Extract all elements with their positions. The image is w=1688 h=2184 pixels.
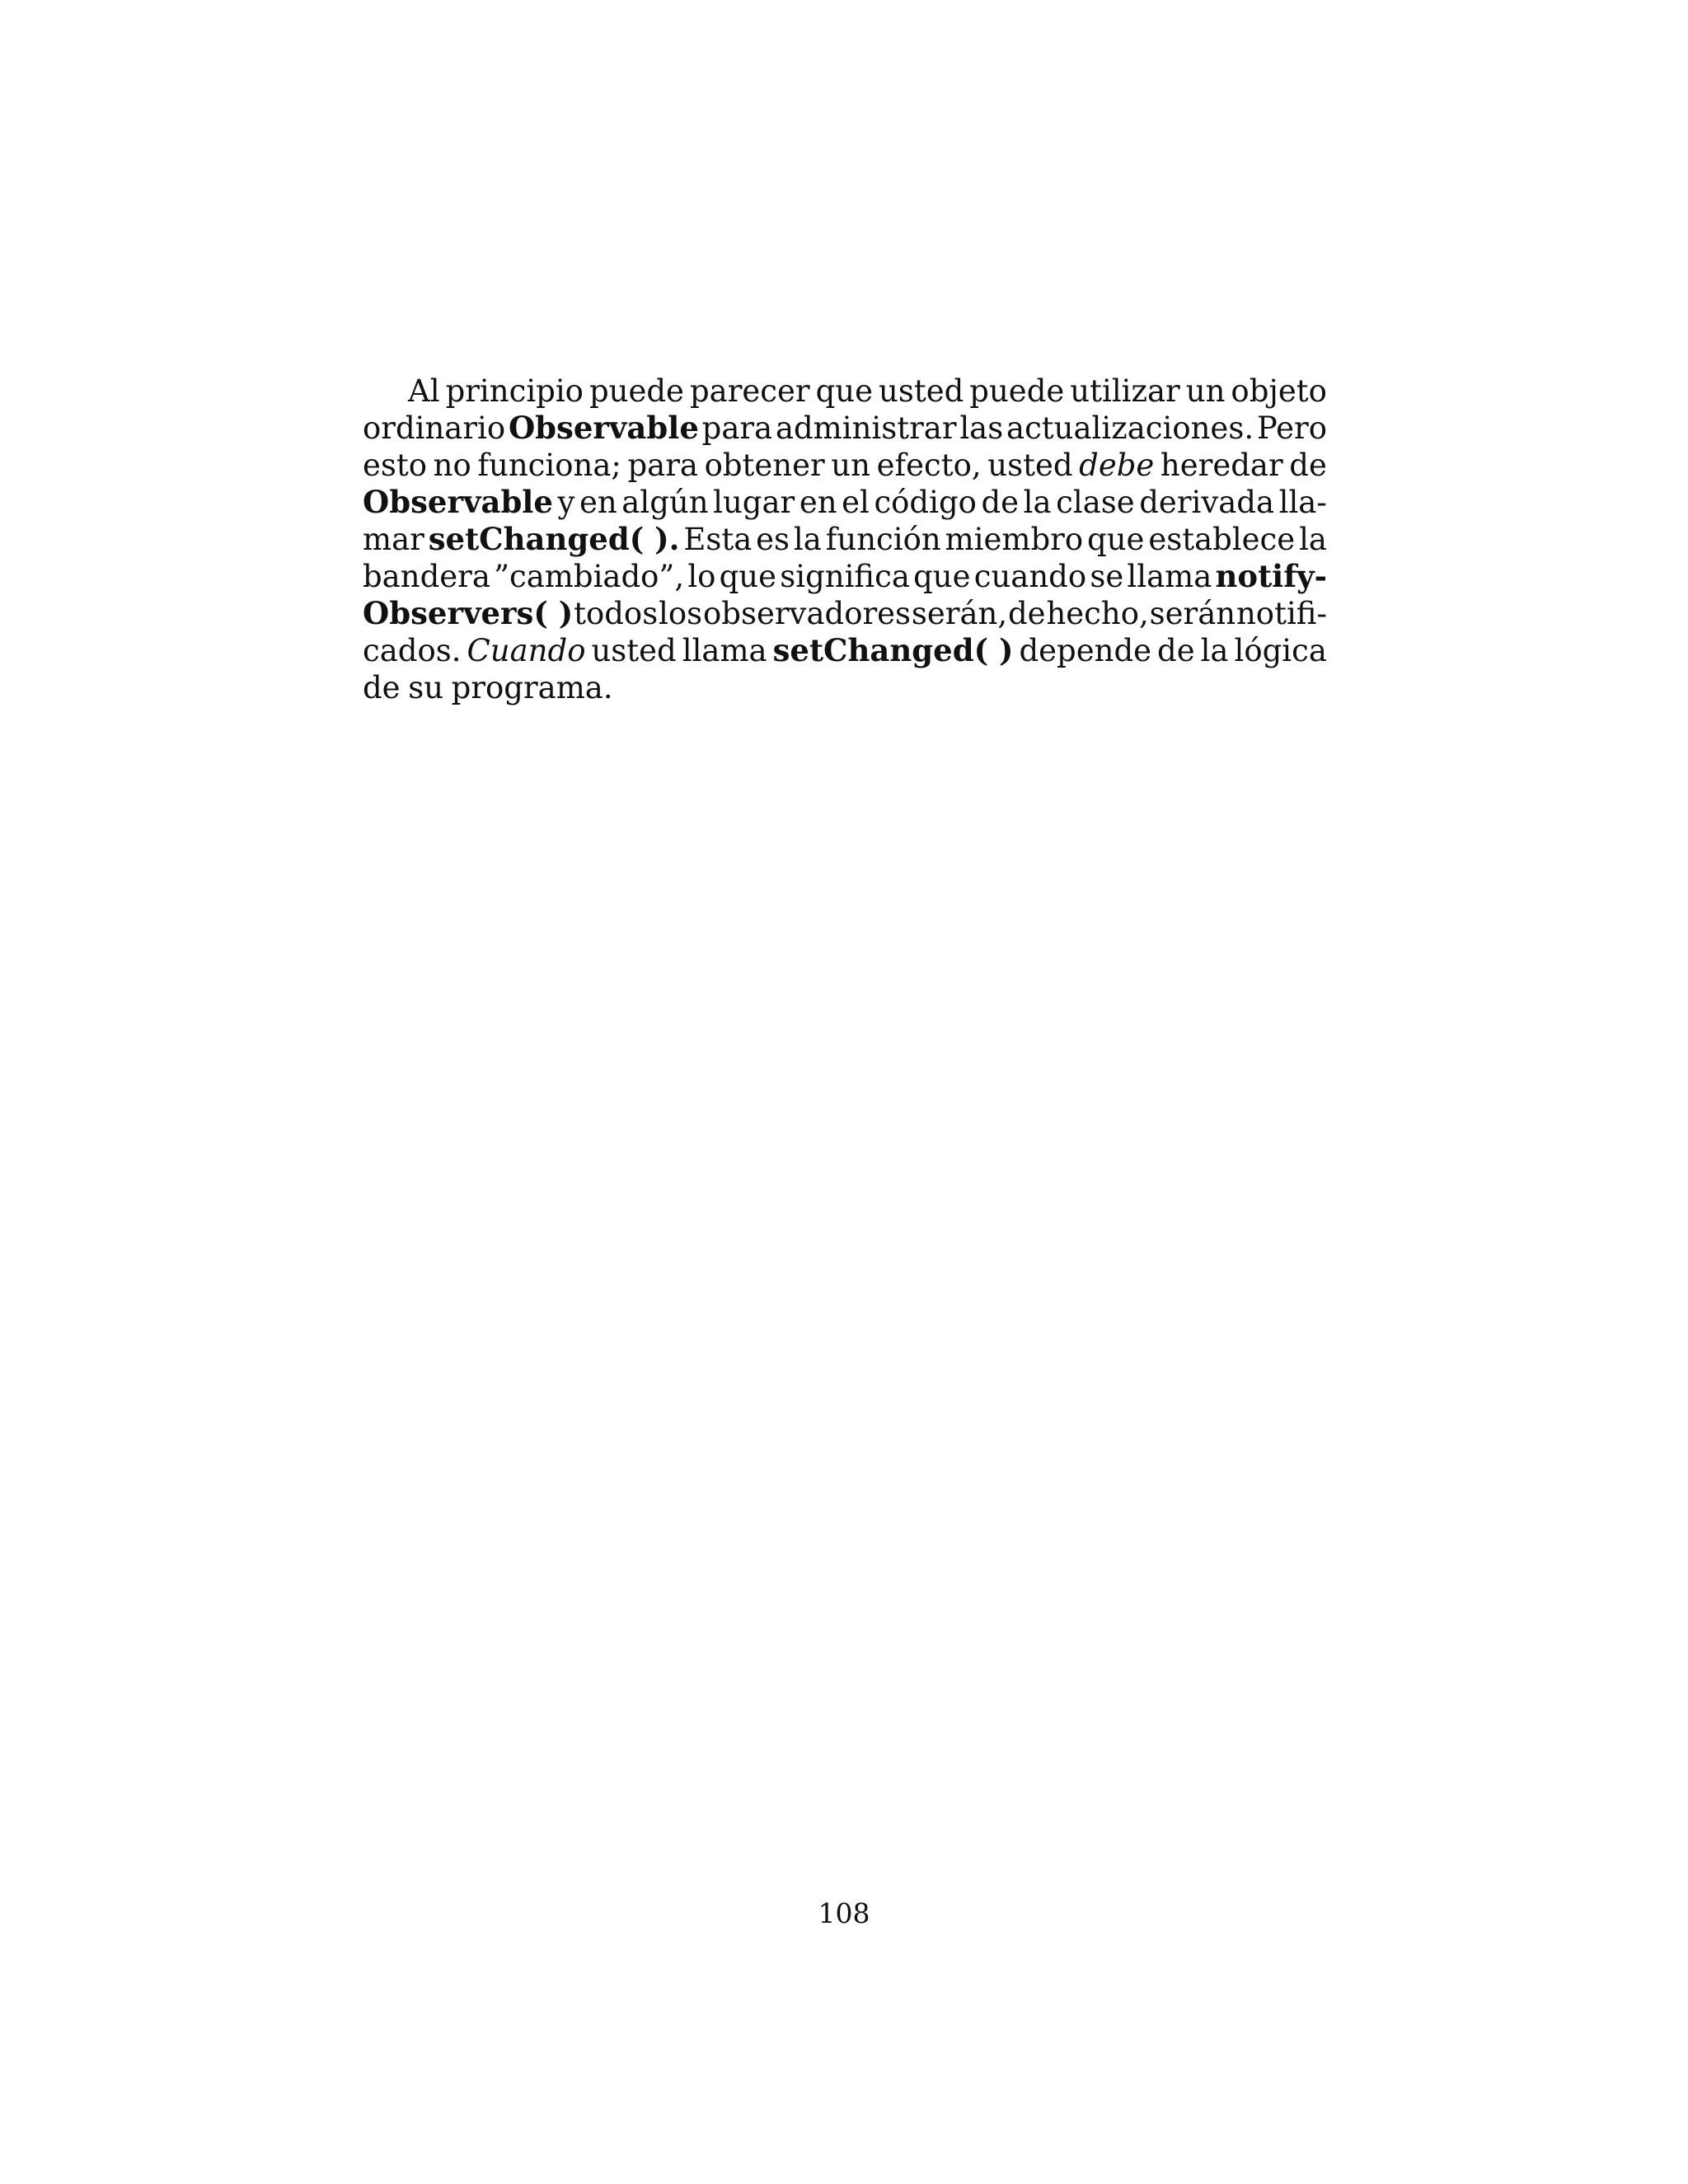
word: ”cambiado”, xyxy=(494,559,685,594)
bold-term: notify- xyxy=(1215,558,1327,594)
word: de xyxy=(1008,596,1046,631)
bold-term: Observable xyxy=(363,484,553,520)
word: puede xyxy=(969,373,1065,409)
word: serán xyxy=(1149,596,1236,631)
word: cuando xyxy=(973,559,1087,594)
word: la xyxy=(793,522,822,557)
body-paragraph xyxy=(363,373,1327,706)
word: esto xyxy=(363,448,428,483)
word: parecer xyxy=(689,373,810,409)
text-line xyxy=(363,373,1327,410)
word: administrar xyxy=(775,410,957,446)
word: Al xyxy=(408,373,440,409)
word: heredar xyxy=(1160,448,1283,483)
word: Esta xyxy=(683,522,753,557)
bold-term: setChanged( ) xyxy=(772,632,1014,668)
word: en xyxy=(799,485,837,520)
word: clase xyxy=(1056,485,1135,520)
word: un xyxy=(1185,373,1226,409)
text-line xyxy=(363,558,1327,595)
word: de xyxy=(1157,633,1195,668)
word: que xyxy=(1087,522,1145,557)
word: bandera xyxy=(363,559,490,594)
word: algún xyxy=(621,485,709,520)
word: efecto, xyxy=(876,448,982,483)
word: programa. xyxy=(451,670,613,705)
text-line xyxy=(363,410,1327,447)
word: para xyxy=(627,448,698,483)
word: significa xyxy=(780,559,910,594)
word: lógica xyxy=(1234,633,1327,668)
word: de xyxy=(1289,448,1327,483)
word: su xyxy=(408,670,444,705)
word: observadores xyxy=(703,596,912,631)
word: llama xyxy=(682,633,767,668)
word: obtener xyxy=(704,448,825,483)
word: función xyxy=(825,522,941,557)
word: depende xyxy=(1019,633,1152,668)
word: lo xyxy=(687,559,716,594)
word: las xyxy=(959,410,1004,446)
page-number: 108 xyxy=(818,1897,870,1929)
word: llama xyxy=(1127,559,1212,594)
word: puede xyxy=(588,373,684,409)
word: los xyxy=(659,596,703,631)
bold-term: setChanged( ). xyxy=(428,521,680,557)
text-line xyxy=(363,595,1327,632)
word: de xyxy=(363,670,401,705)
word: ordinario xyxy=(363,410,506,446)
italic-word: Cuando xyxy=(467,633,586,668)
word: notifi- xyxy=(1236,596,1327,631)
word: establece xyxy=(1148,522,1296,557)
text-line xyxy=(363,447,1327,484)
word: serán, xyxy=(911,596,1008,631)
word: lugar xyxy=(713,485,795,520)
text-line xyxy=(363,484,1327,521)
italic-word: debe xyxy=(1079,448,1155,483)
word: cados. xyxy=(363,633,462,668)
word: usted xyxy=(987,448,1073,483)
bold-term: Observers( ) xyxy=(363,595,574,631)
bold-term: Observable xyxy=(508,410,699,446)
word: el xyxy=(842,485,870,520)
word: lla- xyxy=(1278,485,1327,520)
word: mar xyxy=(363,522,424,557)
word: un xyxy=(831,448,870,483)
word: que xyxy=(913,559,971,594)
word: en xyxy=(579,485,617,520)
word: usted xyxy=(591,633,677,668)
word: de xyxy=(981,485,1020,520)
word: todos xyxy=(574,596,659,631)
word: que xyxy=(719,559,777,594)
word: derivada xyxy=(1139,485,1275,520)
word: se xyxy=(1090,559,1124,594)
word: Pero xyxy=(1256,410,1327,446)
word: la xyxy=(1299,522,1327,557)
text-line xyxy=(363,669,1327,706)
word: para xyxy=(701,410,773,446)
word: objeto xyxy=(1231,373,1327,409)
word: y xyxy=(557,485,575,520)
word: no xyxy=(433,448,471,483)
word: utilizar xyxy=(1070,373,1180,409)
text-line xyxy=(363,521,1327,558)
text-line xyxy=(363,632,1327,669)
word: que xyxy=(815,373,874,409)
word: código xyxy=(874,485,977,520)
word: hecho, xyxy=(1046,596,1149,631)
word: la xyxy=(1200,633,1229,668)
word: usted xyxy=(879,373,964,409)
word: actualizaciones. xyxy=(1006,410,1254,446)
word: principio xyxy=(445,373,584,409)
word: funciona; xyxy=(477,448,621,483)
word: la xyxy=(1023,485,1052,520)
word: miembro xyxy=(945,522,1084,557)
word: es xyxy=(756,522,790,557)
